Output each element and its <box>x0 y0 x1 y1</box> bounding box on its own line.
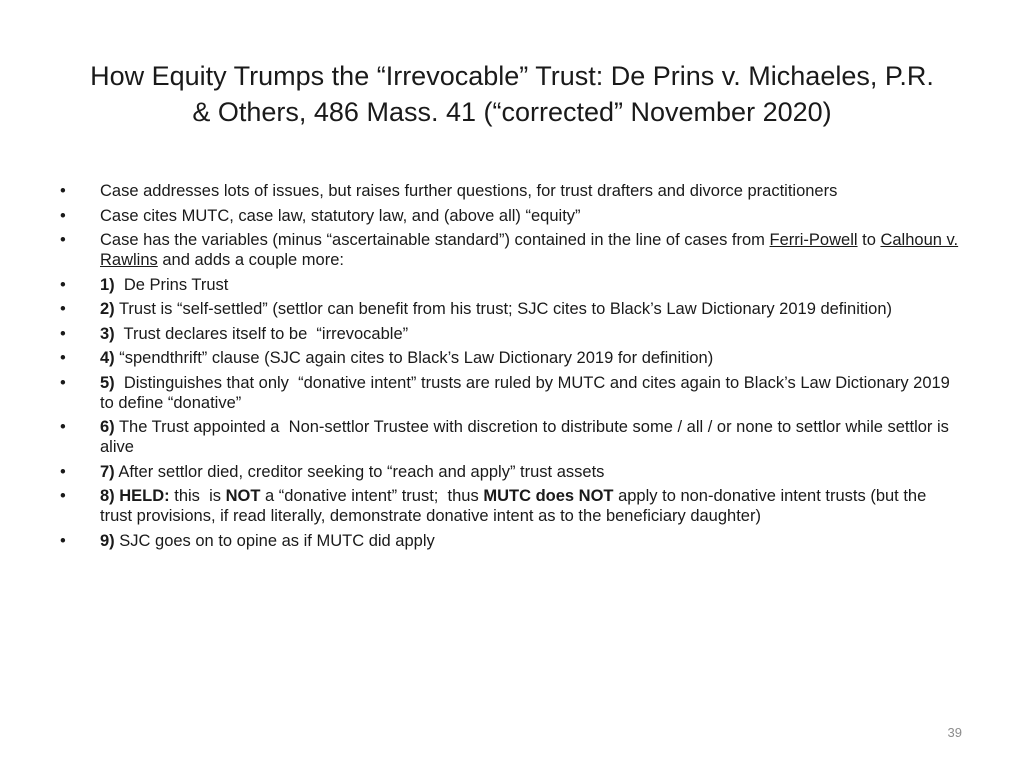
bullet-text <box>100 348 960 368</box>
item-number: 6) <box>100 418 115 436</box>
item-number: 5) <box>100 373 115 392</box>
bullet-icon: • <box>60 531 66 550</box>
bullet-text-pre: Case has the variables (minus “ascertainable standard”) contained in the line of cases from <box>100 231 770 249</box>
item-number: 2) <box>100 300 115 318</box>
bullet-text-post: and adds a couple more: <box>157 251 344 269</box>
bullet-text <box>100 299 960 319</box>
page-number: 39 <box>947 725 962 740</box>
item-number: 1) <box>100 275 115 294</box>
case-link-ferri-powell[interactable]: Ferri-Powell <box>769 231 858 249</box>
bullet-item-6 <box>60 324 960 344</box>
case-link-calhoun-v-rawlins[interactable]: Calhoun v. Rawlins <box>100 231 959 269</box>
bullet-item-5 <box>60 299 960 319</box>
bullet-item-12 <box>60 531 960 551</box>
bullet-text <box>100 373 960 413</box>
bullet-icon: • <box>60 300 66 318</box>
bullet-icon: • <box>60 462 66 481</box>
bullet-text: Case cites MUTC, case law, statutory law, and (above all) “equity” <box>100 206 581 225</box>
item-text: “spendthrift” clause (SJC again cites to Black’s Law Dictionary 2019 for definition) <box>114 349 714 367</box>
item-number: 4) <box>100 349 115 367</box>
item-text: Trust declares itself to be “irrevocable” <box>114 324 409 343</box>
bullet-item-3 <box>60 230 960 270</box>
bullet-item-10 <box>60 462 960 482</box>
item-text-1: this is <box>169 487 226 505</box>
bullet-icon: • <box>60 324 66 343</box>
slide-title <box>40 58 984 130</box>
item-text: After settlor died, creditor seeking to “reach and apply” trust assets <box>114 462 605 481</box>
bullet-item-11 <box>60 486 960 526</box>
bullet-text <box>100 486 960 526</box>
bullet-list <box>60 181 960 555</box>
bullet-item-9 <box>60 417 960 457</box>
held-label: HELD: <box>114 487 170 505</box>
mutc-does-not-emphasis: MUTC does NOT <box>483 487 614 505</box>
bullet-icon: • <box>60 373 66 392</box>
bullet-icon: • <box>60 418 66 436</box>
bullet-icon: • <box>60 275 66 294</box>
item-number: 8) <box>100 487 115 505</box>
bullet-text <box>100 417 960 457</box>
item-text: Distinguishes that only “donative intent” trusts are ruled by MUTC and cites again to Black’s Law Dictionary 2019 to define “donative” <box>100 373 955 412</box>
item-text: SJC goes on to opine as if MUTC did apply <box>114 531 435 550</box>
bullet-text <box>100 462 960 482</box>
bullet-text: Case addresses lots of issues, but raises further questions, for trust drafters and divorce practitioners <box>100 182 838 200</box>
bullet-item-7 <box>60 348 960 368</box>
item-text: Trust is “self-settled” (settlor can benefit from his trust; SJC cites to Black’s Law Dictionary 2019 definition) <box>114 300 893 318</box>
not-emphasis: NOT <box>225 487 261 505</box>
bullet-text <box>100 230 960 270</box>
item-number: 3) <box>100 324 115 343</box>
bullet-text <box>100 531 960 551</box>
bullet-item-1 <box>60 181 960 201</box>
item-number: 7) <box>100 462 115 481</box>
item-text: De Prins Trust <box>114 275 229 294</box>
bullet-text-mid: to <box>857 231 881 249</box>
slide-title-line-1: How Equity Trumps the “Irrevocable” Trust: De Prins v. Michaeles, P.R. <box>90 61 934 91</box>
bullet-item-8 <box>60 373 960 413</box>
bullet-icon: • <box>60 487 66 505</box>
bullet-item-2 <box>60 206 960 226</box>
bullet-icon: • <box>60 349 66 367</box>
item-text-3: apply to non-donative intent trusts (but the trust provisions, if read literally, demonstrate donative intent as to the beneficiary daughter) <box>100 487 931 525</box>
bullet-icon: • <box>60 231 66 249</box>
slide-title-line-2: & Others, 486 Mass. 41 (“corrected” November 2020) <box>192 97 832 127</box>
item-text: The Trust appointed a Non-settlor Trustee with discretion to distribute some / all / or none to settlor while settlor is alive <box>100 418 954 456</box>
bullet-icon: • <box>60 182 66 200</box>
item-text-2: a “donative intent” trust; thus <box>260 487 484 505</box>
bullet-text <box>100 275 960 295</box>
bullet-item-4 <box>60 275 960 295</box>
bullet-text <box>100 324 960 344</box>
bullet-icon: • <box>60 206 66 225</box>
item-number: 9) <box>100 531 115 550</box>
